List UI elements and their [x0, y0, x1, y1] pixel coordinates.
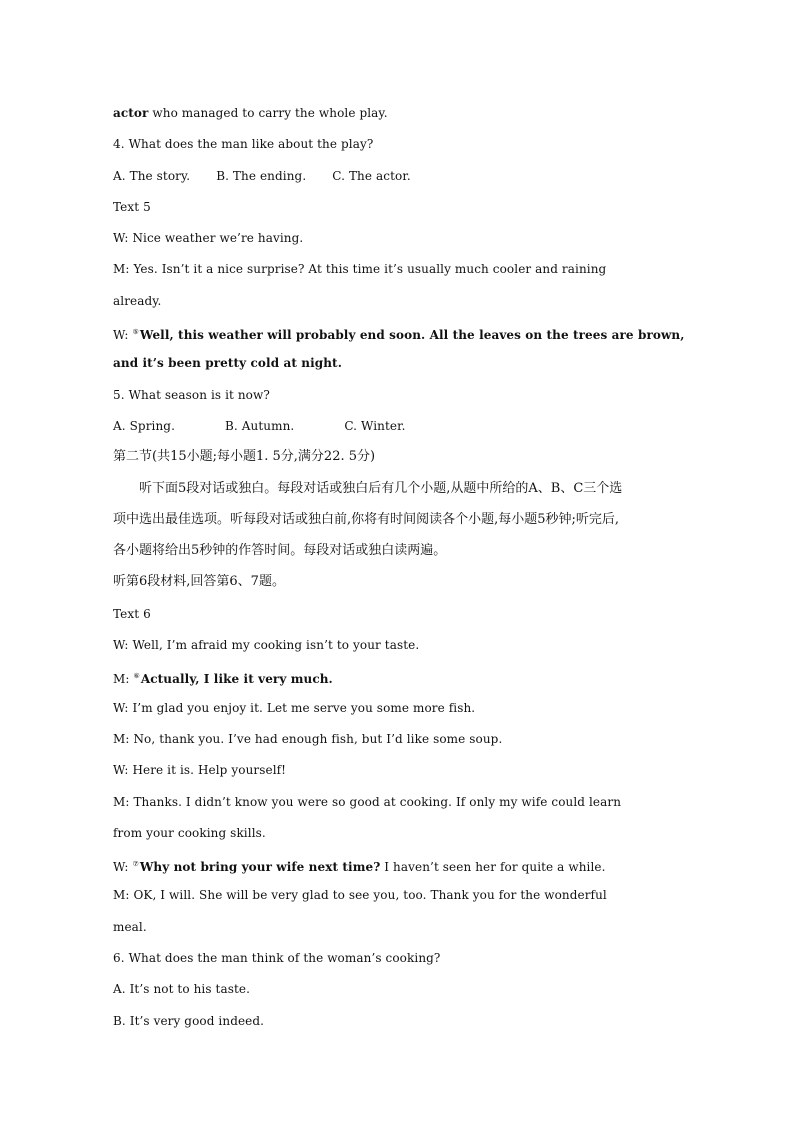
instruction-line: 听下面5段对话或独白。每段对话或独白后有几个小题,从题中所给的A、B、C三个选: [139, 480, 623, 496]
speaker-label: W:: [113, 860, 133, 875]
option-c: C. Winter.: [344, 418, 406, 433]
instruction-line: 各小题将给出5秒钟的作答时间。每段对话或独白读两遍。: [113, 543, 447, 559]
option-b: B. It’s very good indeed.: [113, 1013, 265, 1028]
question-5-options: [113, 415, 683, 446]
dialogue-line: [113, 853, 683, 884]
text-heading: Text 5: [113, 199, 151, 214]
circled-number-marker: ⑤: [132, 328, 139, 337]
bold-text: actor: [113, 106, 149, 120]
question-5: 5. What season is it now?: [113, 387, 270, 402]
dialogue-line: M: No, thank you. I’ve had enough fish, but I’d like some soup.: [113, 731, 503, 746]
dialogue-line: W: I’m glad you enjoy it. Let me serve you some more fish.: [113, 700, 476, 715]
dialogue-line: W: Here it is. Help yourself!: [113, 763, 287, 778]
question-4: 4. What does the man like about the play?: [113, 137, 374, 152]
instruction-line: 项中选出最佳选项。听每段对话或独白前,你将有时间阅读各个小题,每小题5秒钟;听完后,: [113, 511, 620, 527]
speaker-label: W:: [113, 328, 133, 343]
option-b: B. The ending.: [216, 168, 307, 183]
dialogue-line-continued: meal.: [113, 919, 147, 934]
dialogue-line: M: OK, I will. She will be very glad to see you, too. Thank you for the wonderful: [113, 888, 607, 903]
body-text: I haven’t seen her for quite a while.: [380, 860, 606, 875]
bold-text: Well, this weather will probably end soon. All the leaves on the trees are brown,: [139, 328, 685, 343]
question-6: 6. What does the man think of the woman’s cooking?: [113, 951, 441, 966]
option-b: B. Autumn.: [225, 418, 295, 433]
dialogue-line: [113, 665, 683, 696]
document-page: [113, 102, 683, 1041]
dialogue-line: [113, 321, 683, 352]
dialogue-line-continued: from your cooking skills.: [113, 825, 266, 840]
option-a: A. It’s not to his taste.: [113, 982, 251, 997]
dialogue-line: M: Yes. Isn’t it a nice surprise? At this time it’s usually much cooler and raining: [113, 262, 607, 277]
option-a: A. Spring.: [113, 418, 175, 433]
dialogue-line: W: Nice weather we’re having.: [113, 231, 304, 246]
listening-prompt: 听第6段材料,回答第6、7题。: [113, 574, 285, 590]
circled-number-marker: ⑥: [133, 672, 140, 681]
bold-text: Why not bring your wife next time?: [139, 860, 381, 875]
question-4-options: [113, 165, 683, 196]
option-a: A. The story.: [113, 168, 191, 183]
circled-number-marker: ⑦: [132, 860, 139, 869]
dialogue-line: M: Thanks. I didn’t know you were so good at cooking. If only my wife could learn: [113, 794, 622, 809]
dialogue-line: W: Well, I’m afraid my cooking isn’t to your taste.: [113, 638, 420, 653]
text-line: [113, 102, 683, 133]
option-c: C. The actor.: [332, 168, 411, 183]
section-heading: 第二节(共15小题;每小题1. 5分,满分22. 5分): [113, 449, 376, 465]
text-heading: Text 6: [113, 606, 151, 621]
dialogue-line-continued: and it’s been pretty cold at night.: [113, 356, 342, 371]
bold-text: Actually, I like it very much.: [140, 672, 333, 687]
body-text: who managed to carry the whole play.: [148, 106, 388, 120]
speaker-label: M:: [113, 672, 134, 687]
dialogue-line-continued: already.: [113, 293, 162, 308]
